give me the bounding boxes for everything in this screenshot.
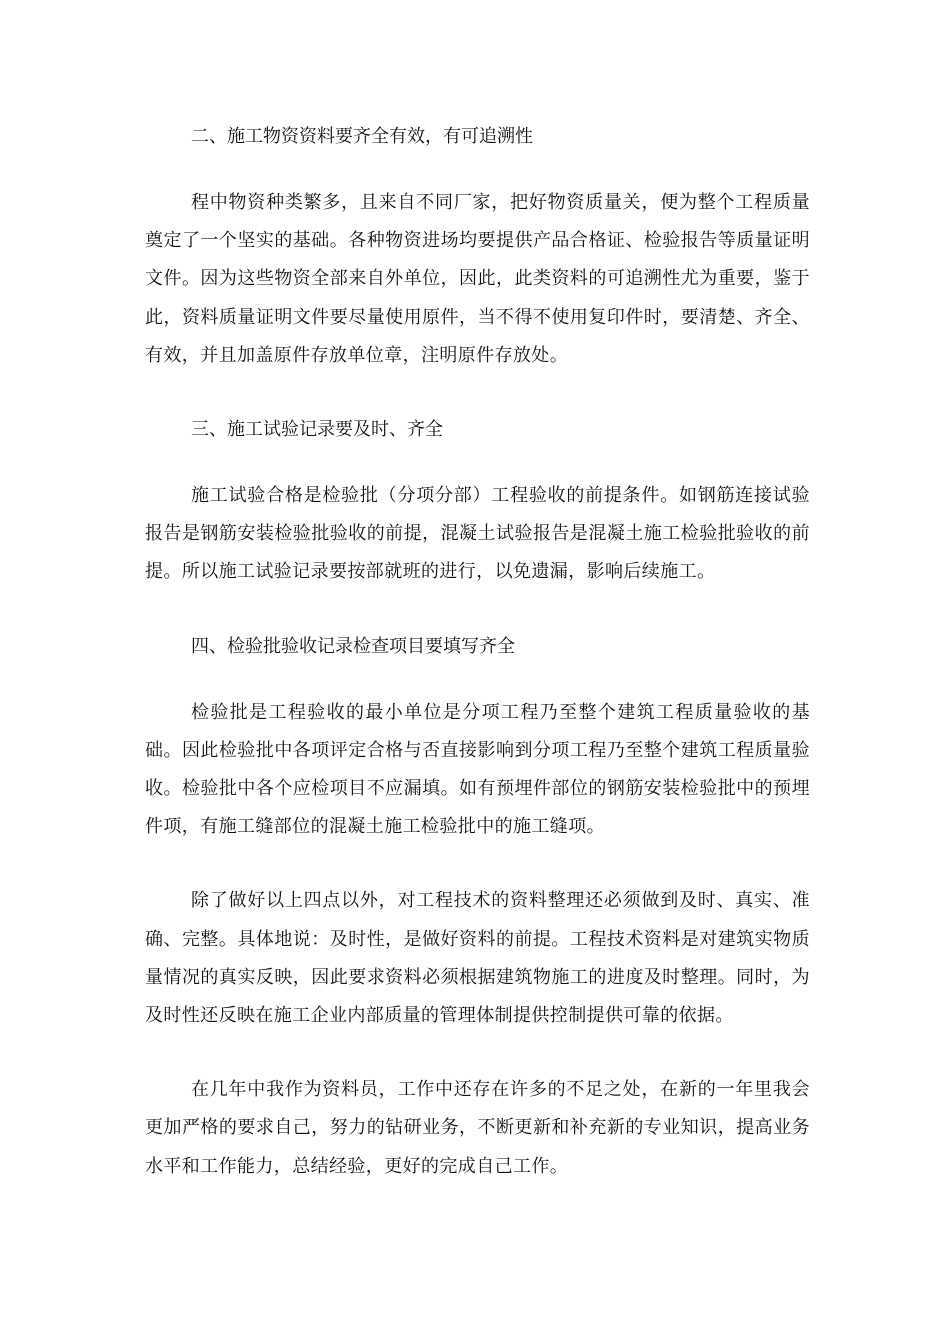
spacer [145,156,810,184]
section-paragraph-2: 程中物资种类繁多，且来自不同厂家，把好物资质量关，便为整个工程质量奠定了一个坚实的基础。各种物资进场均要提供产品合格证、检验报告等质量证明文件。因为这些物资全部来自外单位，因此，此类资料的可追溯性尤为重要，鉴于此，资料质量证明文件要尽量使用原件，当不得不使用复印件时，要清楚、齐全、有效，并且加盖原件存放单位章，注明原件存放处。 [145,192,810,366]
closing-paragraph-2: 在几年中我作为资料员，工作中还存在许多的不足之处，在新的一年里我会更加严格的要求自己，努力的钻研业务，不断更新和补充新的专业知识，提高业务水平和工作能力，总结经验，更好的完成自己工作。 [145,1079,810,1177]
closing-paragraph-1: 除了做好以上四点以外，对工程技术的资料整理还必须做到及时、真实、准确、完整。具体地说：及时性，是做好资料的前提。工程技术资料是对建筑实物质量情况的真实反映，因此要求资料必须根据建筑物施工的进度及时整理。同时，为及时性还反映在施工企业内部质量的管理体制提供控制提供可靠的依据。 [145,890,810,1027]
spacer [145,1035,810,1071]
section-heading-4: 四、检验批验收记录检查项目要填写齐全 [191,635,515,657]
spacer [145,375,810,411]
spacer [145,592,810,628]
section-heading-3: 三、施工试验记录要及时、齐全 [191,419,443,441]
spacer [145,846,810,882]
section-paragraph-3: 施工试验合格是检验批（分项分部）工程验收的前提条件。如钢筋连接试验报告是钢筋安装检验批验收的前提，混凝土试验报告是混凝土施工检验批验收的前提。所以施工试验记录要按部就班的进行，以免遗漏，影响后续施工。 [145,485,810,583]
document-body [145,118,810,1186]
section-paragraph-4: 检验批是工程验收的最小单位是分项工程乃至整个建筑工程质量验收的基础。因此检验批中各项评定合格与否直接影响到分项工程乃至整个建筑工程质量验收。检验批中各个应检项目不应漏填。如有预埋件部位的钢筋安装检验批中的预埋件项，有施工缝部位的混凝土施工检验批中的施工缝项。 [145,701,810,838]
spacer [145,666,810,694]
section-heading-2: 二、施工物资资料要齐全有效，有可追溯性 [191,126,533,147]
spacer [145,449,810,477]
